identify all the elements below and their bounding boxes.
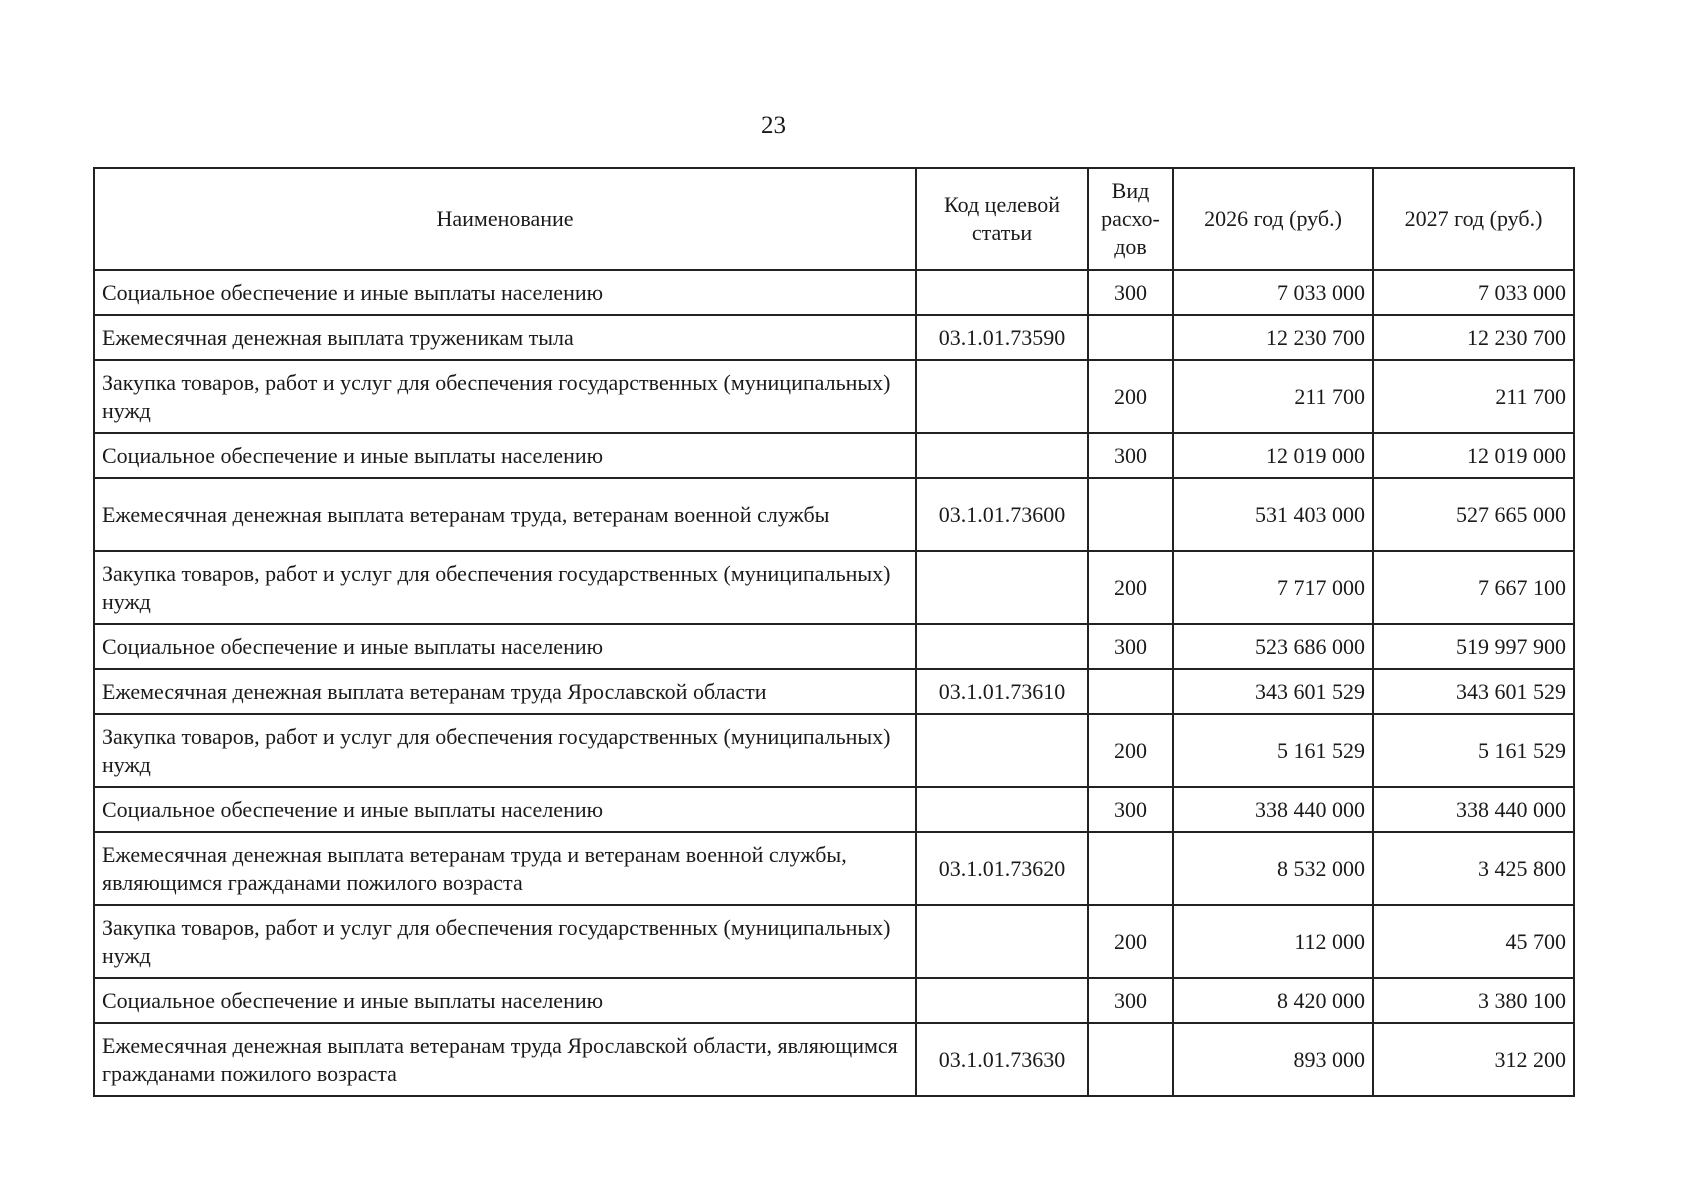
table-row (94, 905, 1574, 978)
header-2026: 2026 год (руб.) (1173, 168, 1373, 270)
page-number (0, 112, 1697, 140)
cell-2027: 211 700 (1373, 360, 1574, 433)
cell-kind (1088, 478, 1173, 551)
table-row (94, 669, 1574, 714)
cell-code (916, 787, 1088, 832)
table-row (94, 551, 1574, 624)
cell-name: Ежемесячная денежная выплата ветеранам труда Ярославской области, являющимся гражданами пожилого возраста (94, 1023, 916, 1096)
cell-kind: 300 (1088, 787, 1173, 832)
table-row (94, 624, 1574, 669)
cell-2027: 527 665 000 (1373, 478, 1574, 551)
cell-2027: 12 019 000 (1373, 433, 1574, 478)
cell-2026: 338 440 000 (1173, 787, 1373, 832)
cell-2026: 893 000 (1173, 1023, 1373, 1096)
table-row (94, 360, 1574, 433)
header-2027: 2027 год (руб.) (1373, 168, 1574, 270)
cell-name: Социальное обеспечение и иные выплаты населению (94, 978, 916, 1023)
cell-name: Закупка товаров, работ и услуг для обеспечения государственных (муниципальных) нужд (94, 551, 916, 624)
cell-kind: 300 (1088, 978, 1173, 1023)
page-number-text: 23 (761, 112, 786, 139)
table-row (94, 978, 1574, 1023)
cell-code (916, 978, 1088, 1023)
header-kind: Вид расхо-дов (1088, 168, 1173, 270)
table-row (94, 315, 1574, 360)
cell-2027: 7 033 000 (1373, 270, 1574, 315)
cell-2027: 338 440 000 (1373, 787, 1574, 832)
cell-2026: 8 420 000 (1173, 978, 1373, 1023)
header-name: Наименование (94, 168, 916, 270)
budget-table (93, 167, 1575, 1097)
cell-kind: 200 (1088, 551, 1173, 624)
cell-kind: 200 (1088, 714, 1173, 787)
cell-2026: 12 230 700 (1173, 315, 1373, 360)
cell-name: Социальное обеспечение и иные выплаты населению (94, 787, 916, 832)
cell-2026: 7 033 000 (1173, 270, 1373, 315)
cell-code (916, 551, 1088, 624)
cell-kind (1088, 1023, 1173, 1096)
cell-name: Закупка товаров, работ и услуг для обеспечения государственных (муниципальных) нужд (94, 714, 916, 787)
cell-code: 03.1.01.73590 (916, 315, 1088, 360)
cell-name: Ежемесячная денежная выплата ветеранам труда Ярославской области (94, 669, 916, 714)
cell-2027: 45 700 (1373, 905, 1574, 978)
cell-kind: 300 (1088, 270, 1173, 315)
cell-2026: 211 700 (1173, 360, 1373, 433)
cell-2027: 7 667 100 (1373, 551, 1574, 624)
cell-code (916, 433, 1088, 478)
cell-kind: 300 (1088, 433, 1173, 478)
cell-kind (1088, 832, 1173, 905)
table-row (94, 1023, 1574, 1096)
table-row (94, 714, 1574, 787)
cell-name: Ежемесячная денежная выплата ветеранам труда, ветеранам военной службы (94, 478, 916, 551)
cell-2027: 312 200 (1373, 1023, 1574, 1096)
cell-2026: 112 000 (1173, 905, 1373, 978)
cell-code: 03.1.01.73600 (916, 478, 1088, 551)
cell-2027: 343 601 529 (1373, 669, 1574, 714)
cell-2026: 531 403 000 (1173, 478, 1373, 551)
cell-code (916, 270, 1088, 315)
table-row (94, 270, 1574, 315)
cell-name: Социальное обеспечение и иные выплаты населению (94, 624, 916, 669)
cell-code: 03.1.01.73610 (916, 669, 1088, 714)
table-header-row (94, 168, 1574, 270)
cell-code: 03.1.01.73620 (916, 832, 1088, 905)
cell-name: Ежемесячная денежная выплата труженикам тыла (94, 315, 916, 360)
cell-code (916, 714, 1088, 787)
table-row (94, 832, 1574, 905)
cell-kind (1088, 669, 1173, 714)
header-code: Код целевой статьи (916, 168, 1088, 270)
cell-code (916, 360, 1088, 433)
cell-name: Закупка товаров, работ и услуг для обеспечения государственных (муниципальных) нужд (94, 905, 916, 978)
cell-2026: 343 601 529 (1173, 669, 1373, 714)
cell-code (916, 905, 1088, 978)
cell-kind: 300 (1088, 624, 1173, 669)
cell-2026: 12 019 000 (1173, 433, 1373, 478)
cell-kind: 200 (1088, 905, 1173, 978)
table-row (94, 787, 1574, 832)
cell-name: Социальное обеспечение и иные выплаты населению (94, 270, 916, 315)
cell-2027: 5 161 529 (1373, 714, 1574, 787)
cell-kind (1088, 315, 1173, 360)
cell-2026: 8 532 000 (1173, 832, 1373, 905)
cell-2026: 7 717 000 (1173, 551, 1373, 624)
cell-2027: 3 425 800 (1373, 832, 1574, 905)
cell-2027: 3 380 100 (1373, 978, 1574, 1023)
cell-kind: 200 (1088, 360, 1173, 433)
cell-2027: 519 997 900 (1373, 624, 1574, 669)
table-row (94, 478, 1574, 551)
cell-name: Ежемесячная денежная выплата ветеранам труда и ветеранам военной службы, являющимся гражданами пожилого возраста (94, 832, 916, 905)
cell-2026: 5 161 529 (1173, 714, 1373, 787)
cell-name: Закупка товаров, работ и услуг для обеспечения государственных (муниципальных) нужд (94, 360, 916, 433)
table-row (94, 433, 1574, 478)
cell-code (916, 624, 1088, 669)
cell-code: 03.1.01.73630 (916, 1023, 1088, 1096)
cell-2027: 12 230 700 (1373, 315, 1574, 360)
cell-2026: 523 686 000 (1173, 624, 1373, 669)
cell-name: Социальное обеспечение и иные выплаты населению (94, 433, 916, 478)
